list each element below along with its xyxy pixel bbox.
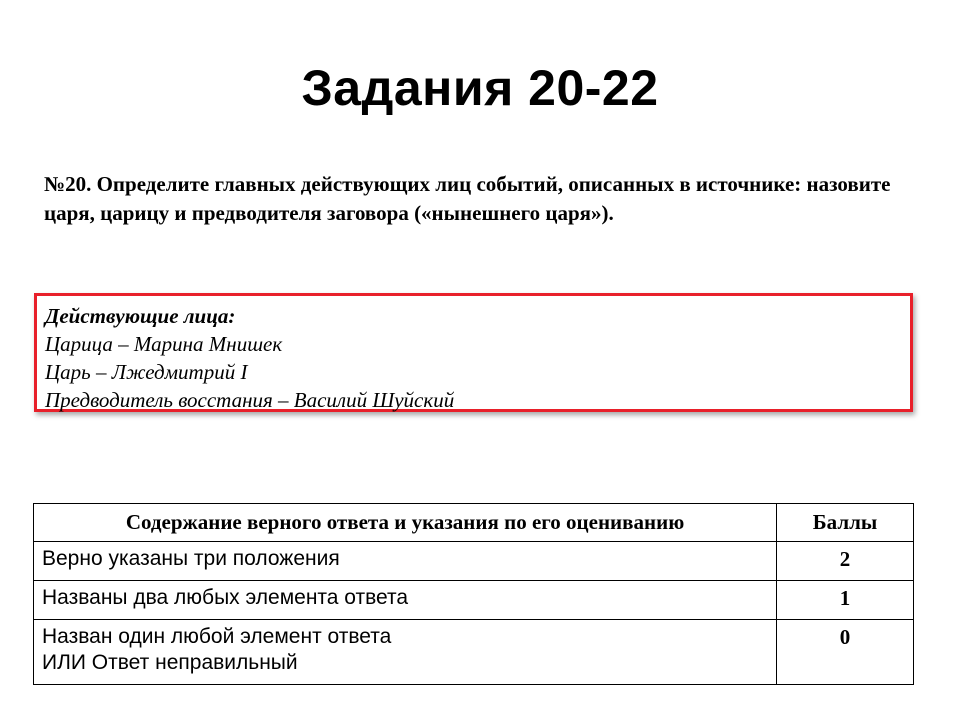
table-row	[34, 581, 914, 620]
criterion-cell	[34, 542, 777, 581]
slide-title: Задания 20-22	[301, 60, 659, 116]
criterion-text: Названы два любых элемента ответа	[42, 586, 409, 609]
points-column-header: Баллы	[777, 504, 914, 542]
criteria-column-header: Содержание верного ответа и указания по его оцениванию	[34, 504, 777, 542]
criterion-text: Верно указаны три положения	[42, 547, 340, 570]
answer-heading: Действующие лица:	[45, 304, 236, 328]
scoring-table	[33, 503, 914, 685]
table-row	[34, 542, 914, 581]
points-cell: 2	[777, 542, 914, 581]
answer-line-queen: Царица – Марина Мнишек	[45, 332, 283, 356]
criterion-text-alt: ИЛИ Ответ неправильный	[42, 651, 298, 674]
criterion-cell	[34, 620, 777, 685]
answer-line-tsar: Царь – Лжедмитрий I	[45, 360, 248, 384]
points-cell: 0	[777, 620, 914, 685]
criterion-cell	[34, 581, 777, 620]
task-question: №20. Определите главных действующих лиц событий, описанных в источнике: назовите царя, царицу и предводителя заговора («нынешнего царя»).	[44, 172, 891, 225]
criterion-text: Назван один любой элемент ответа	[42, 625, 392, 648]
table-row	[34, 620, 914, 685]
answer-line-leader: Предводитель восстания – Василий Шуйский	[45, 388, 455, 412]
table-header-row	[34, 504, 914, 542]
points-cell: 1	[777, 581, 914, 620]
answer-box	[34, 293, 913, 412]
